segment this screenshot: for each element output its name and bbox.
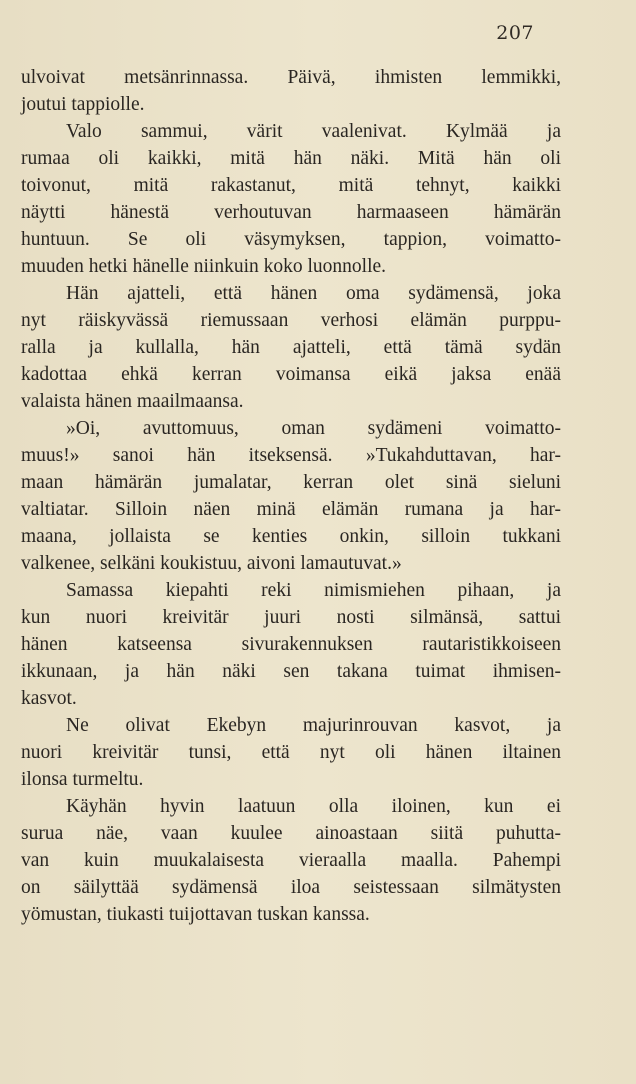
text-line: Ne olivat Ekebyn majurinrouvan kasvot, ja bbox=[66, 715, 561, 736]
body-text bbox=[21, 64, 561, 928]
text-line: van kuin muukalaisesta vieraalla maalla. Pahempi bbox=[21, 850, 561, 871]
text-line: »Oi, avuttomuus, oman sydämeni voimatto- bbox=[66, 418, 561, 439]
text-line: ilonsa turmeltu. bbox=[21, 769, 144, 790]
text-line: ulvoivat metsänrinnassa. Päivä, ihmisten lemmikki, bbox=[21, 67, 561, 88]
text-line: ralla ja kullalla, hän ajatteli, että tämä sydän bbox=[21, 337, 561, 358]
text-line: valaista hänen maailmaansa. bbox=[21, 391, 244, 412]
text-line: näytti hänestä verhoutuvan harmaaseen hämärän bbox=[21, 202, 561, 223]
text-line: nuori kreivitär tunsi, että nyt oli hänen iltainen bbox=[21, 742, 561, 763]
text-line: valkenee, selkäni koukistuu, aivoni lamautuvat.» bbox=[21, 553, 402, 574]
text-line: toivonut, mitä rakastanut, mitä tehnyt, kaikki bbox=[21, 175, 561, 196]
text-line: rumaa oli kaikki, mitä hän näki. Mitä hän oli bbox=[21, 148, 561, 169]
text-line: valtiatar. Silloin näen minä elämän rumana ja har- bbox=[21, 499, 561, 520]
text-line: Käyhän hyvin laatuun olla iloinen, kun ei bbox=[66, 796, 561, 817]
text-line: kadottaa ehkä kerran voimansa eikä jaksa enää bbox=[21, 364, 561, 385]
text-line: muuden hetki hänelle niinkuin koko luonnolle. bbox=[21, 256, 387, 277]
text-line: kun nuori kreivitär juuri nosti silmänsä, sattui bbox=[21, 607, 561, 628]
text-line: ikkunaan, ja hän näki sen takana tuimat ihmisen- bbox=[21, 661, 561, 682]
text-line: surua näe, vaan kuulee ainoastaan siitä puhutta- bbox=[21, 823, 561, 844]
text-line: hänen katseensa sivurakennuksen rautaristikkoiseen bbox=[21, 634, 561, 655]
text-line: nyt räiskyvässä riemussaan verhosi elämän purppu- bbox=[21, 310, 561, 331]
text-line: Hän ajatteli, että hänen oma sydämensä, joka bbox=[66, 283, 561, 304]
text-line: maana, jollaista se kenties onkin, silloin tukkani bbox=[21, 526, 561, 547]
page-number: 207 bbox=[496, 22, 534, 44]
text-line: yömustan, tiukasti tuijottavan tuskan kanssa. bbox=[21, 904, 370, 925]
text-line: maan hämärän jumalatar, kerran olet sinä sieluni bbox=[21, 472, 561, 493]
text-line: Valo sammui, värit vaalenivat. Kylmää ja bbox=[66, 121, 561, 142]
text-line: huntuun. Se oli väsymyksen, tappion, voimatto- bbox=[21, 229, 561, 250]
text-line: muus!» sanoi hän itseksensä. »Tukahduttavan, har- bbox=[21, 445, 561, 466]
text-line: Samassa kiepahti reki nimismiehen pihaan, ja bbox=[66, 580, 561, 601]
text-line: joutui tappiolle. bbox=[21, 94, 145, 115]
text-line: kasvot. bbox=[21, 688, 77, 709]
text-line: on säilyttää sydämensä iloa seistessaan silmätysten bbox=[21, 877, 561, 898]
